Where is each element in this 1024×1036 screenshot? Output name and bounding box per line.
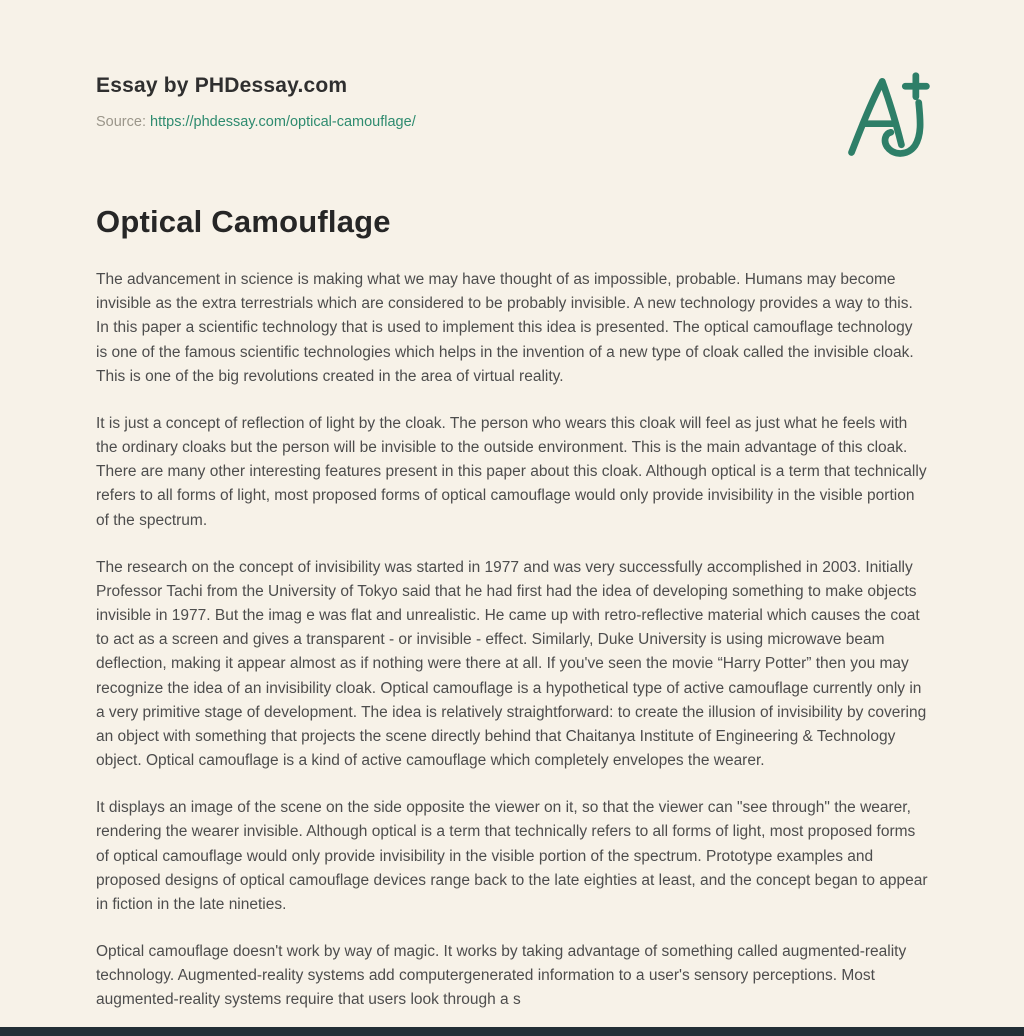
source-label: Source: [96,114,146,130]
essay-byline: Essay by PHDessay.com [96,74,348,97]
footer-bar [0,1027,1024,1036]
phdessay-logo-icon [840,68,936,164]
essay-paragraph: It is just a concept of reflection of light by the cloak. The person who wears this cloak will feel as just what he feels with the ordinary cloaks but the person will be invisible to the outside environment. This is the main advantage of this cloak. There are many other interesting features present in this paper about this cloak. Although optical is a term that technically refers to all forms of light, most proposed forms of optical camouflage would only provide invisibility in the visible portion of the spectrum. [96,414,927,529]
source-line [96,114,928,130]
source-url-link[interactable]: https://phdessay.com/optical-camouflage/ [150,114,416,130]
essay-paragraph: It displays an image of the scene on the side opposite the viewer on it, so that the viewer can "see through" the wearer, rendering the wearer invisible. Although optical is a term that technically refers to all forms of light, most proposed forms of optical camouflage would only provide invisibility in the visible portion of the spectrum. Prototype examples and proposed designs of optical camouflage devices range back to the late eighties at least, and the concept began to appear in fiction in the late nineties. [96,799,928,913]
essay-paragraph: The advancement in science is making what we may have thought of as impossible, probable. Humans may become invisible as the extra terrestrials which are considered to be probably invisible. A new technology provides a way to this. In this paper a scientific technology that is used to implement this idea is presented. The optical camouflage technology is one of the famous scientific technologies which helps in the invention of a new type of cloak called the invisible cloak. This is one of the big revolutions created in the area of virtual reality. [96,271,914,385]
essay-paragraph: The research on the concept of invisibility was started in 1977 and was very successfully accomplished in 2003. Initially Professor Tachi from the University of Tokyo said that he had first had the idea of developing something to make objects invisible in 1977. But the imag e was flat and unrealistic. He came up with retro-reflective material which causes the coat to act as a screen and gives a transparent - or invisible - effect. Similarly, Duke University is using microwave beam deflection, making it appear almost as if nothing were there at all. If you've seen the movie “Harry Potter” then you may recognize the idea of an invisibility cloak. Optical camouflage is a hypothetical type of active camouflage currently only in a very primitive stage of development. The idea is relatively straightforward: to create the illusion of invisibility by covering an object with something that projects the scene directly behind that Chaitanya Institute of Engineering & Technology object. Optical camouflage is a kind of active camouflage which completely envelopes the wearer. [96,558,927,770]
essay-paragraph: Optical camouflage doesn't work by way of magic. It works by taking advantage of something called augmented-reality technology. Augmented-reality systems add computergenerated information to a user's sensory perceptions. Most augmented-reality systems require that users look through a s [96,943,907,1009]
essay-title: Optical Camouflage [96,204,391,239]
